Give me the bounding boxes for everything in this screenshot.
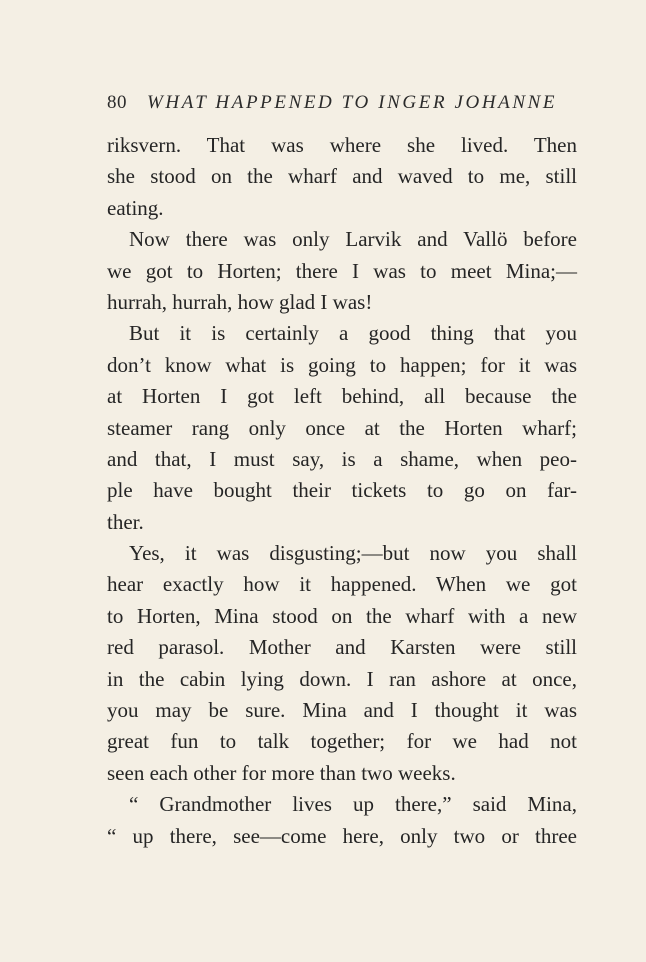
text-line: hurrah, hurrah, how glad I was! bbox=[107, 289, 373, 314]
text-line: you may be sure. Mina and I thought it was bbox=[107, 698, 577, 723]
text-line: we got to Horten; there I was to meet Mina;— bbox=[107, 258, 577, 283]
running-title: WHAT HAPPENED TO INGER JOHANNE bbox=[147, 92, 558, 113]
text-line: “ Grandmother lives up there,” said Mina, bbox=[129, 792, 577, 817]
text-line: don’t know what is going to happen; for it was bbox=[107, 352, 577, 377]
text-line: to Horten, Mina stood on the wharf with a new bbox=[107, 603, 577, 628]
text-line: riksvern. That was where she lived. Then bbox=[107, 133, 577, 157]
text-line: eating. bbox=[107, 195, 164, 220]
text-line: steamer rang only once at the Horten wharf; bbox=[107, 415, 577, 440]
text-line: she stood on the wharf and waved to me, still bbox=[107, 164, 577, 189]
page-number: 80 bbox=[107, 92, 127, 113]
running-head bbox=[107, 92, 577, 116]
text-line: at Horten I got left behind, all because the bbox=[107, 384, 577, 409]
text-line: and that, I must say, is a shame, when peo- bbox=[107, 446, 577, 471]
body-text bbox=[107, 130, 577, 852]
text-line: in the cabin lying down. I ran ashore at once, bbox=[107, 666, 577, 691]
text-line: But it is certainly a good thing that you bbox=[129, 321, 577, 346]
text-line: ple have bought their tickets to go on far- bbox=[107, 478, 577, 503]
text-line: “ up there, see—come here, only two or three bbox=[107, 823, 577, 848]
text-line: Now there was only Larvik and Vallö before bbox=[129, 227, 577, 252]
text-line: Yes, it was disgusting;—but now you shall bbox=[129, 541, 577, 566]
text-line: ther. bbox=[107, 509, 144, 534]
text-line: red parasol. Mother and Karsten were still bbox=[107, 635, 577, 660]
text-line: great fun to talk together; for we had not bbox=[107, 729, 577, 754]
text-line: seen each other for more than two weeks. bbox=[107, 760, 456, 785]
text-line: hear exactly how it happened. When we got bbox=[107, 572, 577, 597]
